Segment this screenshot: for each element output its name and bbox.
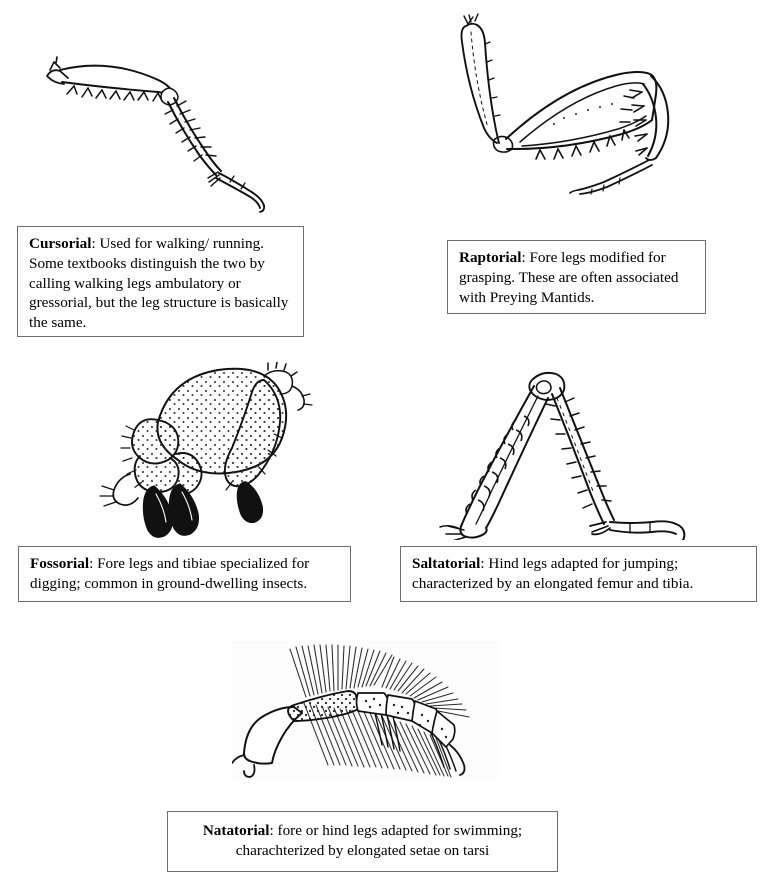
leg-type-description-fossorial: Fore legs and tibiae specialized for digging; common in ground-dwelling insects. [30,555,310,592]
caption-box-raptorial [447,240,706,314]
leg-type-separator-cursorial: : [91,235,96,252]
saltatorial-leg-illustration [424,364,692,540]
leg-type-separator-natatorial: : [269,822,274,839]
leg-type-description-natatorial: fore or hind legs adapted for swimming; charachterized by elongated setae on tarsi [235,822,523,859]
leg-type-description-saltatorial: Hind legs adapted for jumping; characterized by an elongated femur and tibia. [412,555,694,592]
caption-box-cursorial [17,226,304,337]
cursorial-leg-illustration [38,48,278,213]
caption-box-saltatorial [400,546,757,602]
caption-box-fossorial [18,546,351,602]
leg-type-description-raptorial: Fore legs modified for grasping. These are often associated with Preying Mantids. [459,249,679,306]
leg-type-separator-saltatorial: : [480,555,485,572]
leg-type-separator-raptorial: : [521,249,526,266]
leg-type-term-fossorial: Fossorial [30,555,90,572]
raptorial-leg-illustration [444,12,690,214]
leg-type-term-saltatorial: Saltatorial [412,555,481,572]
leg-type-description-cursorial: Used for walking/ running. Some textbooks distinguish the two by calling walking legs ambulatory or gressorial, but the leg structure is basically the same. [29,235,289,331]
leg-type-term-natatorial: Natatorial [202,822,270,839]
leg-type-term-cursorial: Cursorial [29,235,92,252]
natatorial-leg-illustration [232,641,500,779]
fossorial-leg-illustration [96,362,318,540]
leg-type-term-raptorial: Raptorial [459,249,522,266]
leg-type-separator-fossorial: : [89,555,94,572]
caption-box-natatorial [167,811,558,872]
